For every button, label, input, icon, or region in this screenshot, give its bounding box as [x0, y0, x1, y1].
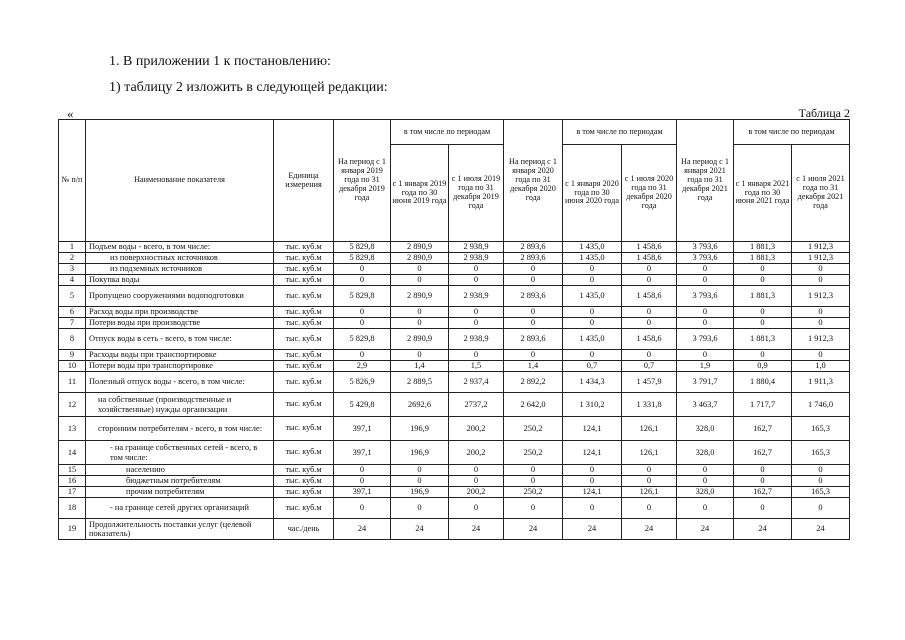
table-row — [59, 441, 850, 465]
value-cell: 1 458,6 — [622, 286, 677, 307]
value-cell: 3 791,7 — [677, 372, 734, 393]
table-caption: Таблица 2 — [798, 106, 850, 120]
value-cell: 1 881,3 — [734, 329, 792, 350]
opening-quote: « — [67, 106, 74, 121]
value-cell: 0 — [622, 476, 677, 487]
row-number: 15 — [59, 465, 86, 476]
value-cell: 0 — [391, 350, 449, 361]
indicator-name: из поверхностных источников — [86, 253, 274, 264]
table-row — [59, 372, 850, 393]
table-row — [59, 307, 850, 318]
table-row — [59, 465, 850, 476]
value-cell: 5 829,8 — [334, 242, 391, 253]
value-cell: 1,9 — [677, 361, 734, 372]
value-cell: 328,0 — [677, 417, 734, 441]
table-row — [59, 275, 850, 286]
value-cell: 0 — [792, 318, 850, 329]
value-cell: 2737,2 — [449, 393, 504, 417]
value-cell: 1 331,8 — [622, 393, 677, 417]
value-cell: 165,3 — [792, 441, 850, 465]
header-h1-2019: с 1 января 2019 года по 30 июня 2019 года — [391, 145, 449, 242]
value-cell: 0 — [334, 465, 391, 476]
unit-cell: тыс. куб.м — [274, 253, 334, 264]
value-cell: 1 458,6 — [622, 329, 677, 350]
value-cell: 250,2 — [504, 487, 563, 498]
value-cell: 1 435,0 — [563, 253, 622, 264]
indicator-name: - на границе сетей других организаций — [86, 498, 274, 519]
value-cell: 0 — [334, 350, 391, 361]
value-cell: 0 — [391, 498, 449, 519]
value-cell: 0 — [792, 465, 850, 476]
value-cell: 0 — [391, 307, 449, 318]
indicator-name: бюджетным потребителям — [86, 476, 274, 487]
header-h2-2019: с 1 июля 2019 года по 31 декабря 2019 года — [449, 145, 504, 242]
value-cell: 24 — [677, 519, 734, 540]
row-number: 10 — [59, 361, 86, 372]
value-cell: 1 434,3 — [563, 372, 622, 393]
value-cell: 0 — [734, 350, 792, 361]
value-cell: 1,0 — [792, 361, 850, 372]
value-cell: 0 — [677, 318, 734, 329]
header-incl-2020: в том числе по периодам — [563, 120, 677, 145]
table-row — [59, 286, 850, 307]
value-cell: 0 — [449, 498, 504, 519]
value-cell: 0 — [504, 498, 563, 519]
value-cell: 0 — [622, 318, 677, 329]
value-cell: 2 642,0 — [504, 393, 563, 417]
value-cell: 2 893,6 — [504, 242, 563, 253]
value-cell: 0 — [563, 350, 622, 361]
value-cell: 0 — [449, 465, 504, 476]
value-cell: 1 880,4 — [734, 372, 792, 393]
value-cell: 2 938,9 — [449, 329, 504, 350]
value-cell: 0 — [504, 465, 563, 476]
value-cell: 5 829,8 — [334, 286, 391, 307]
row-number: 2 — [59, 253, 86, 264]
unit-cell: тыс. куб.м — [274, 318, 334, 329]
header-incl-2019: в том числе по периодам — [391, 120, 504, 145]
value-cell: 24 — [449, 519, 504, 540]
value-cell: 2 893,6 — [504, 286, 563, 307]
value-cell: 0,7 — [622, 361, 677, 372]
row-number: 16 — [59, 476, 86, 487]
value-cell: 0 — [792, 307, 850, 318]
value-cell: 0 — [563, 465, 622, 476]
value-cell: 0 — [677, 275, 734, 286]
value-cell: 0 — [391, 318, 449, 329]
value-cell: 0 — [622, 275, 677, 286]
value-cell: 0 — [334, 498, 391, 519]
unit-cell: тыс. куб.м — [274, 242, 334, 253]
row-number: 13 — [59, 417, 86, 441]
value-cell: 126,1 — [622, 441, 677, 465]
table-row — [59, 519, 850, 540]
value-cell: 250,2 — [504, 441, 563, 465]
value-cell: 124,1 — [563, 417, 622, 441]
value-cell: 0 — [622, 465, 677, 476]
value-cell: 162,7 — [734, 417, 792, 441]
value-cell: 5 829,8 — [334, 253, 391, 264]
value-cell: 0 — [734, 465, 792, 476]
value-cell: 1,4 — [504, 361, 563, 372]
value-cell: 0 — [734, 498, 792, 519]
value-cell: 0 — [622, 307, 677, 318]
value-cell: 2692,6 — [391, 393, 449, 417]
value-cell: 0 — [734, 318, 792, 329]
value-cell: 24 — [792, 519, 850, 540]
unit-cell: тыс. куб.м — [274, 361, 334, 372]
value-cell: 0 — [677, 465, 734, 476]
value-cell: 24 — [334, 519, 391, 540]
indicator-name: Расходы воды при транспортировке — [86, 350, 274, 361]
value-cell: 0 — [792, 498, 850, 519]
value-cell: 0 — [504, 307, 563, 318]
unit-cell: тыс. куб.м — [274, 286, 334, 307]
unit-cell: тыс. куб.м — [274, 329, 334, 350]
row-number: 7 — [59, 318, 86, 329]
value-cell: 2 890,9 — [391, 253, 449, 264]
table-body — [59, 242, 850, 540]
value-cell: 0 — [449, 275, 504, 286]
table-row — [59, 242, 850, 253]
value-cell: 0 — [334, 476, 391, 487]
indicator-name: Полезный отпуск воды - всего, в том числе: — [86, 372, 274, 393]
value-cell: 0 — [449, 476, 504, 487]
value-cell: 165,3 — [792, 417, 850, 441]
row-number: 14 — [59, 441, 86, 465]
header-unit: Единица измерения — [274, 120, 334, 242]
value-cell: 1 912,3 — [792, 329, 850, 350]
value-cell: 1 435,0 — [563, 286, 622, 307]
value-cell: 200,2 — [449, 441, 504, 465]
unit-cell: тыс. куб.м — [274, 275, 334, 286]
value-cell: 0 — [391, 476, 449, 487]
value-cell: 0 — [792, 476, 850, 487]
value-cell: 1 435,0 — [563, 329, 622, 350]
table-row — [59, 487, 850, 498]
value-cell: 0 — [504, 318, 563, 329]
value-cell: 1 717,7 — [734, 393, 792, 417]
value-cell: 200,2 — [449, 487, 504, 498]
header-period-2019: На период с 1 января 2019 года по 31 декабря 2019 года — [334, 120, 391, 242]
unit-cell: тыс. куб.м — [274, 350, 334, 361]
header-incl-2021: в том числе по периодам — [734, 120, 850, 145]
value-cell: 0 — [563, 307, 622, 318]
unit-cell: час./день — [274, 519, 334, 540]
value-cell: 24 — [563, 519, 622, 540]
value-cell: 0 — [734, 264, 792, 275]
value-cell: 1,5 — [449, 361, 504, 372]
unit-cell: тыс. куб.м — [274, 441, 334, 465]
header-num: № п/п — [59, 120, 86, 242]
unit-cell: тыс. куб.м — [274, 393, 334, 417]
value-cell: 2 889,5 — [391, 372, 449, 393]
value-cell: 0 — [504, 264, 563, 275]
value-cell: 196,9 — [391, 417, 449, 441]
value-cell: 124,1 — [563, 487, 622, 498]
value-cell: 0 — [563, 498, 622, 519]
value-cell: 0 — [622, 264, 677, 275]
indicator-name: - на границе собственных сетей - всего, в том числе: — [86, 441, 274, 465]
value-cell: 1 458,6 — [622, 253, 677, 264]
value-cell: 0 — [622, 498, 677, 519]
indicator-name: Продолжительность поставки услуг (целевой показатель) — [86, 519, 274, 540]
unit-cell: тыс. куб.м — [274, 476, 334, 487]
value-cell: 0 — [677, 264, 734, 275]
header-period-2021: На период с 1 января 2021 года по 31 декабря 2021 года — [677, 120, 734, 242]
row-number: 11 — [59, 372, 86, 393]
value-cell: 397,1 — [334, 417, 391, 441]
value-cell: 2 937,4 — [449, 372, 504, 393]
value-cell: 397,1 — [334, 441, 391, 465]
value-cell: 196,9 — [391, 487, 449, 498]
value-cell: 124,1 — [563, 441, 622, 465]
value-cell: 0 — [677, 350, 734, 361]
indicator-name: прочим потребителям — [86, 487, 274, 498]
value-cell: 0 — [622, 350, 677, 361]
value-cell: 3 463,7 — [677, 393, 734, 417]
table-row — [59, 350, 850, 361]
table-row — [59, 329, 850, 350]
value-cell: 5 826,9 — [334, 372, 391, 393]
value-cell: 1,4 — [391, 361, 449, 372]
value-cell: 0 — [449, 264, 504, 275]
table-header — [59, 120, 850, 242]
value-cell: 0 — [449, 318, 504, 329]
header-h1-2021: с 1 января 2021 года по 30 июня 2021 года — [734, 145, 792, 242]
table-row — [59, 264, 850, 275]
indicator-name: сторонним потребителям - всего, в том числе: — [86, 417, 274, 441]
table-row — [59, 361, 850, 372]
value-cell: 0 — [677, 307, 734, 318]
value-cell: 0 — [677, 476, 734, 487]
value-cell: 0 — [504, 350, 563, 361]
header-name: Наименование показателя — [86, 120, 274, 242]
value-cell: 1 881,3 — [734, 253, 792, 264]
row-number: 4 — [59, 275, 86, 286]
value-cell: 1 435,0 — [563, 242, 622, 253]
value-cell: 2 893,6 — [504, 329, 563, 350]
value-cell: 1 912,3 — [792, 286, 850, 307]
value-cell: 1 912,3 — [792, 242, 850, 253]
value-cell: 2 938,9 — [449, 286, 504, 307]
unit-cell: тыс. куб.м — [274, 465, 334, 476]
row-number: 9 — [59, 350, 86, 361]
value-cell: 126,1 — [622, 487, 677, 498]
value-cell: 1 457,9 — [622, 372, 677, 393]
value-cell: 0 — [504, 476, 563, 487]
value-cell: 0 — [391, 275, 449, 286]
indicator-name: Отпуск воды в сеть - всего, в том числе: — [86, 329, 274, 350]
row-number: 18 — [59, 498, 86, 519]
value-cell: 0 — [677, 498, 734, 519]
value-cell: 0 — [334, 264, 391, 275]
value-cell: 0 — [734, 275, 792, 286]
unit-cell: тыс. куб.м — [274, 307, 334, 318]
indicator-name: Потери воды при производстве — [86, 318, 274, 329]
row-number: 1 — [59, 242, 86, 253]
value-cell: 0 — [334, 307, 391, 318]
value-cell: 1 911,3 — [792, 372, 850, 393]
value-cell: 3 793,6 — [677, 253, 734, 264]
row-number: 3 — [59, 264, 86, 275]
value-cell: 1 310,2 — [563, 393, 622, 417]
table-row — [59, 318, 850, 329]
indicator-name: населению — [86, 465, 274, 476]
value-cell: 2 893,6 — [504, 253, 563, 264]
intro-line-2: 1) таблицу 2 изложить в следующей редакции: — [109, 80, 388, 95]
unit-cell: тыс. куб.м — [274, 264, 334, 275]
value-cell: 0 — [734, 307, 792, 318]
value-cell: 0 — [563, 275, 622, 286]
unit-cell: тыс. куб.м — [274, 417, 334, 441]
value-cell: 24 — [734, 519, 792, 540]
value-cell: 0 — [391, 465, 449, 476]
value-cell: 24 — [622, 519, 677, 540]
value-cell: 0 — [734, 476, 792, 487]
value-cell: 0,7 — [563, 361, 622, 372]
row-number: 17 — [59, 487, 86, 498]
value-cell: 2 890,9 — [391, 329, 449, 350]
table-row — [59, 253, 850, 264]
value-cell: 250,2 — [504, 417, 563, 441]
unit-cell: тыс. куб.м — [274, 498, 334, 519]
value-cell: 0 — [563, 264, 622, 275]
value-cell: 2,9 — [334, 361, 391, 372]
value-cell: 2 938,9 — [449, 242, 504, 253]
row-number: 12 — [59, 393, 86, 417]
header-h2-2020: с 1 июля 2020 года по 31 декабря 2020 года — [622, 145, 677, 242]
row-number: 19 — [59, 519, 86, 540]
header-h2-2021: с 1 июля 2021 года по 31 декабря 2021 года — [792, 145, 850, 242]
indicator-name: Пропущено сооружениями водоподготовки — [86, 286, 274, 307]
header-h1-2020: с 1 января 2020 года по 30 июня 2020 года — [563, 145, 622, 242]
unit-cell: тыс. куб.м — [274, 372, 334, 393]
value-cell: 1 912,3 — [792, 253, 850, 264]
value-cell: 1 458,6 — [622, 242, 677, 253]
indicator-name: на собственные (производственные и хозяйственные) нужды организации — [86, 393, 274, 417]
value-cell: 2 938,9 — [449, 253, 504, 264]
value-cell: 5 429,8 — [334, 393, 391, 417]
value-cell: 3 793,6 — [677, 286, 734, 307]
value-cell: 1 746,0 — [792, 393, 850, 417]
indicator-name: Потери воды при транспортировке — [86, 361, 274, 372]
value-cell: 1 881,3 — [734, 286, 792, 307]
value-cell: 328,0 — [677, 441, 734, 465]
table-row — [59, 417, 850, 441]
value-cell: 165,3 — [792, 487, 850, 498]
value-cell: 162,7 — [734, 487, 792, 498]
row-number: 5 — [59, 286, 86, 307]
indicator-name: из подземных источников — [86, 264, 274, 275]
indicator-name: Подъем воды - всего, в том числе: — [86, 242, 274, 253]
value-cell: 3 793,6 — [677, 329, 734, 350]
row-number: 8 — [59, 329, 86, 350]
indicator-name: Расход воды при производстве — [86, 307, 274, 318]
value-cell: 0 — [504, 275, 563, 286]
value-cell: 3 793,6 — [677, 242, 734, 253]
value-cell: 24 — [504, 519, 563, 540]
intro-line-1: 1. В приложении 1 к постановлению: — [109, 54, 331, 69]
value-cell: 0 — [334, 318, 391, 329]
value-cell: 0 — [563, 476, 622, 487]
value-cell: 0 — [391, 264, 449, 275]
table-row — [59, 476, 850, 487]
value-cell: 126,1 — [622, 417, 677, 441]
value-cell: 162,7 — [734, 441, 792, 465]
indicator-name: Покупка воды — [86, 275, 274, 286]
header-period-2020: На период с 1 января 2020 года по 31 декабря 2020 года — [504, 120, 563, 242]
value-cell: 397,1 — [334, 487, 391, 498]
value-cell: 196,9 — [391, 441, 449, 465]
unit-cell: тыс. куб.м — [274, 487, 334, 498]
value-cell: 0 — [563, 318, 622, 329]
value-cell: 0 — [449, 350, 504, 361]
value-cell: 200,2 — [449, 417, 504, 441]
table-row — [59, 393, 850, 417]
value-cell: 0 — [792, 264, 850, 275]
table-row — [59, 498, 850, 519]
value-cell: 2 892,2 — [504, 372, 563, 393]
value-cell: 0 — [449, 307, 504, 318]
value-cell: 0 — [792, 350, 850, 361]
row-number: 6 — [59, 307, 86, 318]
value-cell: 0 — [334, 275, 391, 286]
value-cell: 328,0 — [677, 487, 734, 498]
value-cell: 2 890,9 — [391, 242, 449, 253]
value-cell: 24 — [391, 519, 449, 540]
value-cell: 0,9 — [734, 361, 792, 372]
value-cell: 5 829,8 — [334, 329, 391, 350]
value-cell: 0 — [792, 275, 850, 286]
indicators-table — [58, 119, 850, 540]
value-cell: 2 890,9 — [391, 286, 449, 307]
value-cell: 1 881,3 — [734, 242, 792, 253]
